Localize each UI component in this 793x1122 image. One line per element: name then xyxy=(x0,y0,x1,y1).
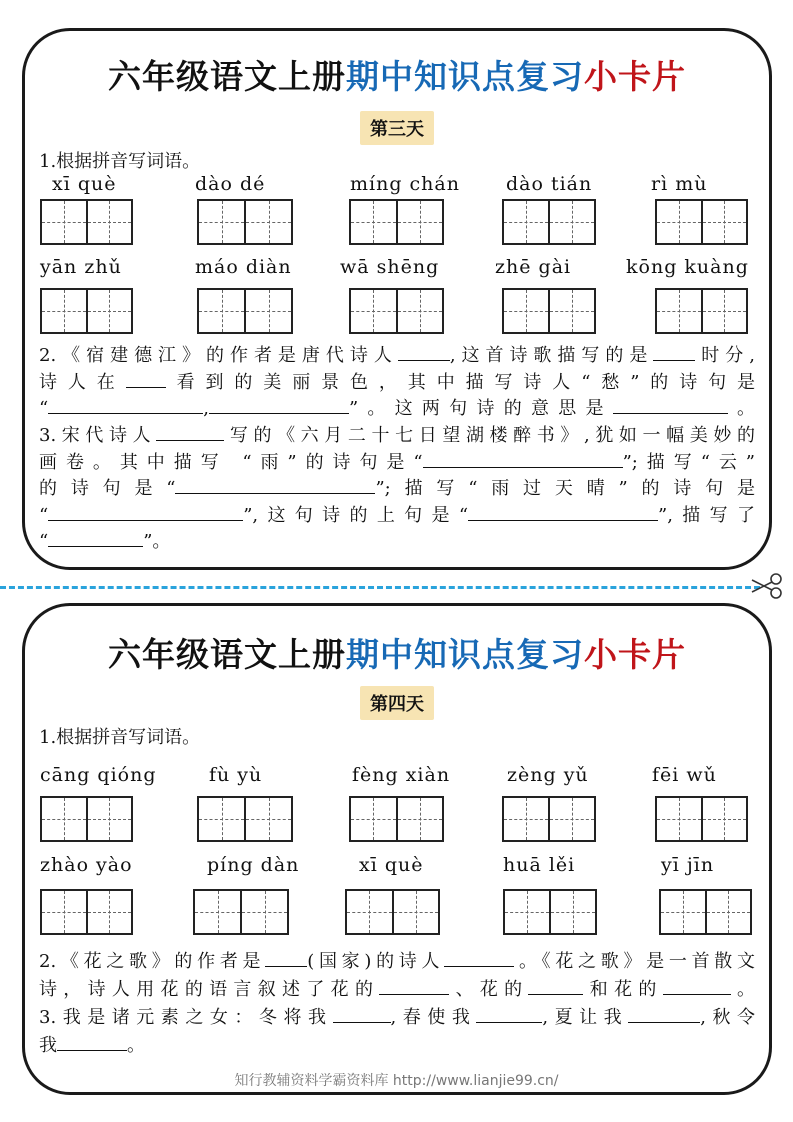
writing-grid[interactable] xyxy=(40,199,133,245)
question-2-line: 诗，诗人用花的语言叙述了花的 、花的 和花的 。 xyxy=(39,979,756,1000)
answer-blank[interactable] xyxy=(476,1007,542,1023)
writing-grid[interactable] xyxy=(502,288,596,334)
answer-blank[interactable] xyxy=(126,372,166,388)
answer-blank[interactable] xyxy=(175,478,375,494)
writing-grid[interactable] xyxy=(193,889,289,935)
writing-grid[interactable] xyxy=(349,199,444,245)
answer-blank[interactable] xyxy=(156,425,224,441)
pinyin-label: zèng yǔ xyxy=(507,764,589,786)
writing-grid[interactable] xyxy=(503,889,597,935)
writing-grid[interactable] xyxy=(655,288,748,334)
writing-grid[interactable] xyxy=(197,796,293,842)
question-2-line: 诗人在 看到的美丽景色，其中描写诗人“愁”的诗句是 xyxy=(39,371,755,393)
answer-blank[interactable] xyxy=(423,452,623,468)
cut-line xyxy=(0,586,760,589)
answer-blank[interactable] xyxy=(48,505,243,521)
writing-grid[interactable] xyxy=(345,889,440,935)
question-3-line: “ ”。 xyxy=(39,531,171,552)
writing-grid[interactable] xyxy=(349,288,444,334)
pinyin-label: fēi wǔ xyxy=(652,764,717,786)
pinyin-label: huā lěi xyxy=(503,854,576,876)
pinyin-label: rì mù xyxy=(651,173,708,195)
writing-grid[interactable] xyxy=(659,889,752,935)
pinyin-label: míng chán xyxy=(350,173,460,195)
pinyin-label: wā shēng xyxy=(340,256,440,278)
question-3-line: 的诗句是“ ”;描写“雨过天晴”的诗句是 xyxy=(39,478,755,499)
question-2-line: 2.《花之歌》的作者是 (国家)的诗人 。《花之歌》是一首散文 xyxy=(39,951,755,972)
pinyin-label: zhào yào xyxy=(40,854,133,876)
pinyin-label: fù yù xyxy=(209,764,263,786)
footer-watermark: 知行教辅资料学霸资料库 http://www.lianjie99.cn/ xyxy=(234,1073,559,1089)
writing-grid[interactable] xyxy=(502,199,596,245)
question-3-line: 3.宋代诗人 写的《六月二十七日望湖楼醉书》,犹如一幅美妙的 xyxy=(39,425,755,446)
pinyin-label: kōng kuàng xyxy=(626,256,749,278)
pinyin-label: yān zhǔ xyxy=(40,256,122,278)
answer-blank[interactable] xyxy=(333,1007,391,1023)
answer-blank[interactable] xyxy=(613,398,728,414)
writing-grid[interactable] xyxy=(197,288,293,334)
question-3-line: “ ”,这句诗的上句是“ ”,描写了 xyxy=(39,504,755,526)
day-label: 第三天 xyxy=(360,111,434,145)
pinyin-label: dào tián xyxy=(506,173,593,195)
review-card-day3 xyxy=(22,28,772,570)
writing-grid[interactable] xyxy=(655,199,748,245)
question-3-line: 画卷。其中描写 “雨”的诗句是“ ”;描写“云” xyxy=(39,451,755,473)
writing-grid[interactable] xyxy=(197,199,293,245)
question-2-line: “ , ”。这两句诗的意思是 。 xyxy=(39,398,756,419)
card-title: 六年级语文上册期中知识点复习小卡片 xyxy=(108,57,686,96)
answer-blank[interactable] xyxy=(57,1035,127,1051)
answer-blank[interactable] xyxy=(653,345,695,361)
answer-blank[interactable] xyxy=(528,979,583,995)
pinyin-label: yī jīn xyxy=(661,854,715,876)
review-card-day4 xyxy=(22,603,772,1095)
pinyin-label: máo diàn xyxy=(195,256,292,278)
question-1-heading: 1.根据拼音写词语。 xyxy=(39,727,201,748)
writing-grid[interactable] xyxy=(40,288,133,334)
pinyin-label: dào dé xyxy=(195,173,266,195)
question-3-line: 3.我是诸元素之女：冬将我 ,春使我 ,夏让我 ,秋令 xyxy=(39,1007,755,1028)
writing-grid[interactable] xyxy=(349,796,444,842)
question-2-line: 2.《宿建德江》的作者是唐代诗人 ,这首诗歌描写的是 时分, xyxy=(39,345,755,366)
pinyin-label: fèng xiàn xyxy=(352,764,451,786)
answer-blank[interactable] xyxy=(48,398,203,414)
answer-blank[interactable] xyxy=(663,979,731,995)
pinyin-label: píng dàn xyxy=(207,854,300,876)
answer-blank[interactable] xyxy=(444,951,514,967)
pinyin-label: xī què xyxy=(359,854,424,876)
writing-grid[interactable] xyxy=(655,796,748,842)
question-1-heading: 1.根据拼音写词语。 xyxy=(39,151,201,172)
writing-grid[interactable] xyxy=(40,889,133,935)
day-label: 第四天 xyxy=(360,686,434,720)
pinyin-label: cāng qióng xyxy=(40,764,157,786)
pinyin-label: zhē gài xyxy=(495,256,572,278)
question-3-line: 我 。 xyxy=(39,1035,145,1056)
card-title: 六年级语文上册期中知识点复习小卡片 xyxy=(108,635,686,674)
answer-blank[interactable] xyxy=(265,951,307,967)
writing-grid[interactable] xyxy=(40,796,133,842)
answer-blank[interactable] xyxy=(398,345,450,361)
answer-blank[interactable] xyxy=(48,531,143,547)
answer-blank[interactable] xyxy=(468,505,658,521)
pinyin-label: xī què xyxy=(52,173,117,195)
writing-grid[interactable] xyxy=(502,796,596,842)
answer-blank[interactable] xyxy=(379,979,449,995)
scissors-icon xyxy=(748,568,784,604)
answer-blank[interactable] xyxy=(209,398,349,414)
answer-blank[interactable] xyxy=(628,1007,700,1023)
